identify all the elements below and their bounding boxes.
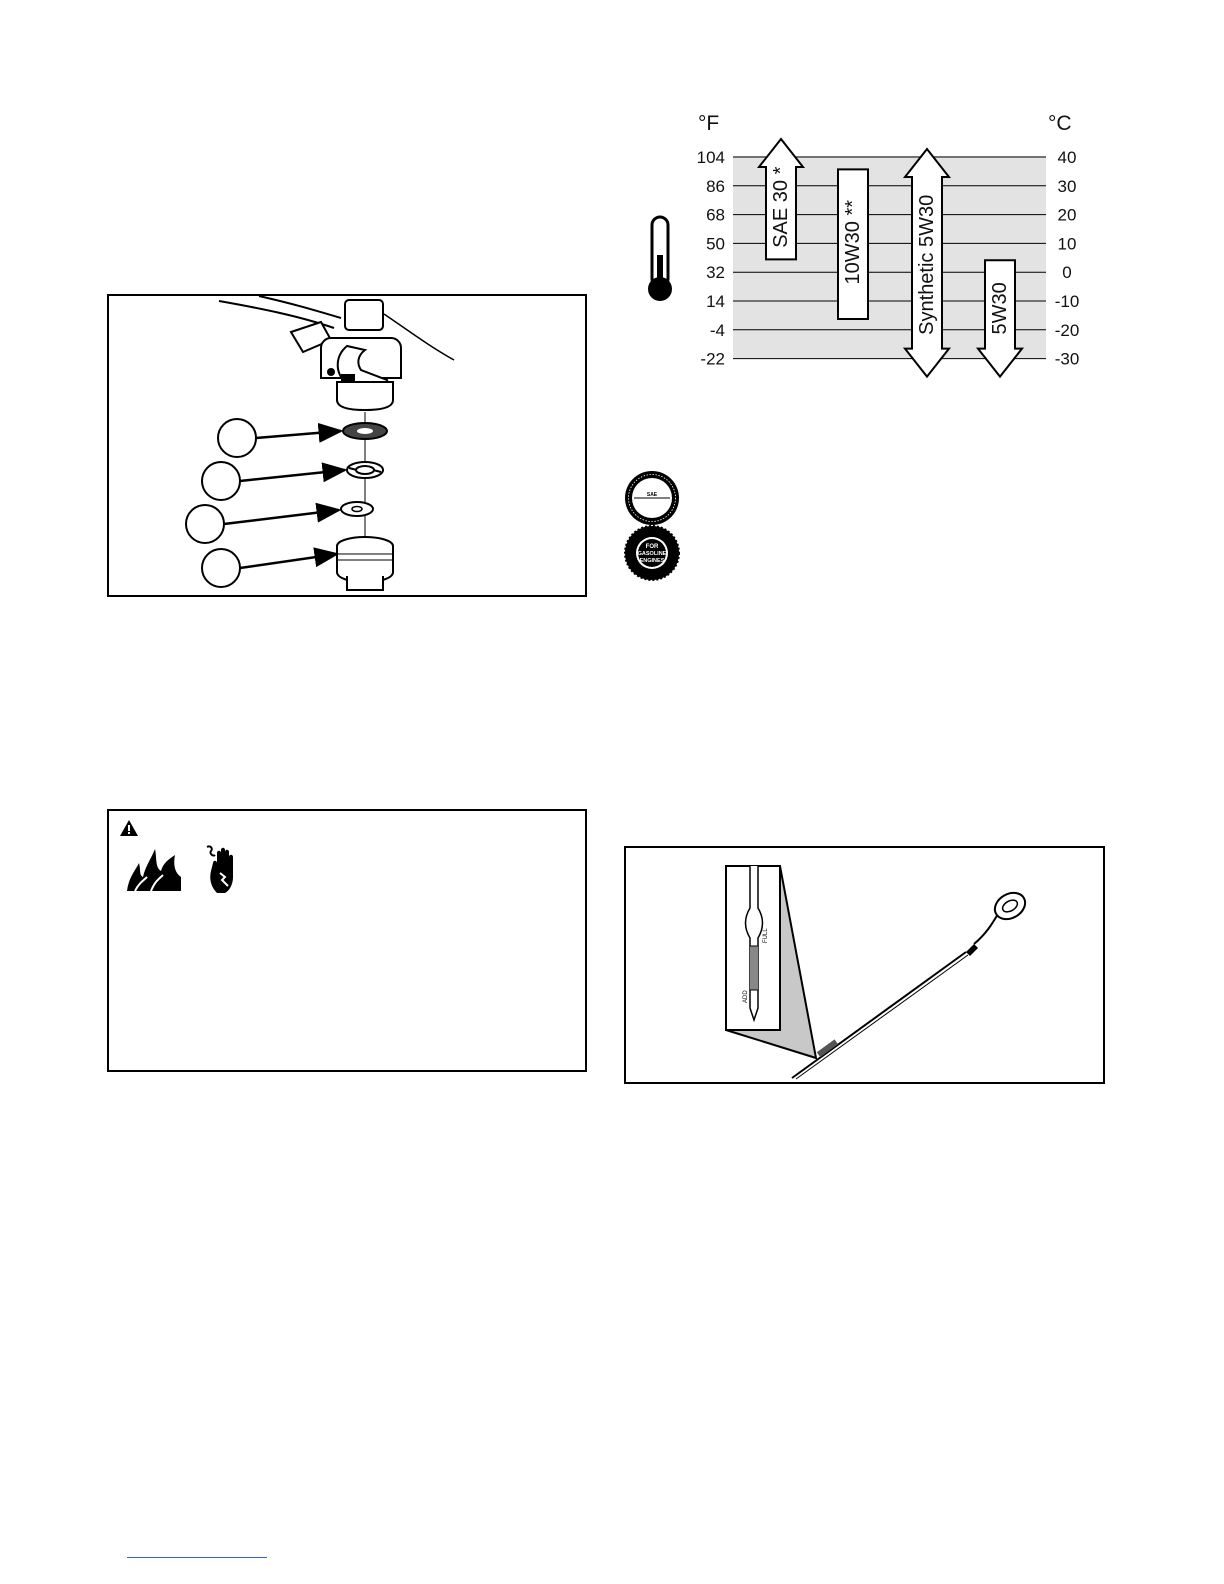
celsius-tick-label: -20 <box>1054 320 1080 340</box>
5w30-label: 5W30 <box>989 282 1011 335</box>
thermometer-icon <box>648 217 672 301</box>
api-service-seal-icon <box>624 470 680 526</box>
sae30-arrow <box>759 139 803 259</box>
celsius-tick-label: -30 <box>1054 349 1080 369</box>
dipstick-illustration <box>626 848 1103 1082</box>
celsius-tick-label: 30 <box>1057 176 1077 196</box>
10w30-box <box>838 169 868 319</box>
fahrenheit-tick-label: 32 <box>706 263 725 283</box>
fahrenheit-tick-label: 14 <box>706 292 725 311</box>
api-seal-text: SAE <box>646 492 658 498</box>
dipstick-diagram-box <box>624 846 1105 1084</box>
electric-shock-hand-icon <box>203 843 249 895</box>
fire-icon <box>125 847 183 893</box>
footnote-rule <box>127 1557 267 1558</box>
dipstick-full-mark: FULL <box>763 928 769 943</box>
celsius-tick-label: 40 <box>1057 148 1077 167</box>
sae30-label: SAE 30 * <box>770 166 792 248</box>
celsius-tick-label: 10 <box>1057 234 1077 254</box>
gasoline-seal-line-3: ENGINES <box>639 558 665 564</box>
gasoline-seal-line-1: FOR <box>645 544 659 550</box>
fahrenheit-tick-label: -22 <box>700 349 725 369</box>
5w30-arrow <box>978 260 1022 376</box>
fahrenheit-tick-label: -4 <box>709 320 725 340</box>
filter-diagram-box <box>107 294 587 597</box>
fahrenheit-tick-label: 104 <box>696 148 725 167</box>
dipstick-add-mark: ADD <box>743 990 749 1003</box>
fahrenheit-tick-label: 68 <box>706 205 725 225</box>
filter-assembly-illustration <box>109 296 585 595</box>
gasoline-seal-line-2: GASOLINE <box>637 551 667 557</box>
celsius-tick-label: 20 <box>1057 205 1077 225</box>
synthetic-5w30-arrow <box>905 149 949 377</box>
celsius-tick-label: -10 <box>1054 292 1080 311</box>
gasoline-engines-seal-icon <box>624 525 680 581</box>
fahrenheit-unit-label: °F <box>698 112 720 135</box>
fahrenheit-tick-label: 50 <box>706 234 725 254</box>
warning-triangle-icon <box>119 819 139 837</box>
celsius-tick-label: 0 <box>1062 263 1072 283</box>
oil-viscosity-temperature-chart <box>630 100 1110 390</box>
fahrenheit-tick-label: 86 <box>706 176 725 196</box>
celsius-unit-label: °C <box>1048 112 1072 135</box>
synthetic-5w30-label: Synthetic 5W30 <box>916 194 938 335</box>
warning-box <box>107 809 587 1072</box>
10w30-label: 10W30 ** <box>842 199 864 285</box>
